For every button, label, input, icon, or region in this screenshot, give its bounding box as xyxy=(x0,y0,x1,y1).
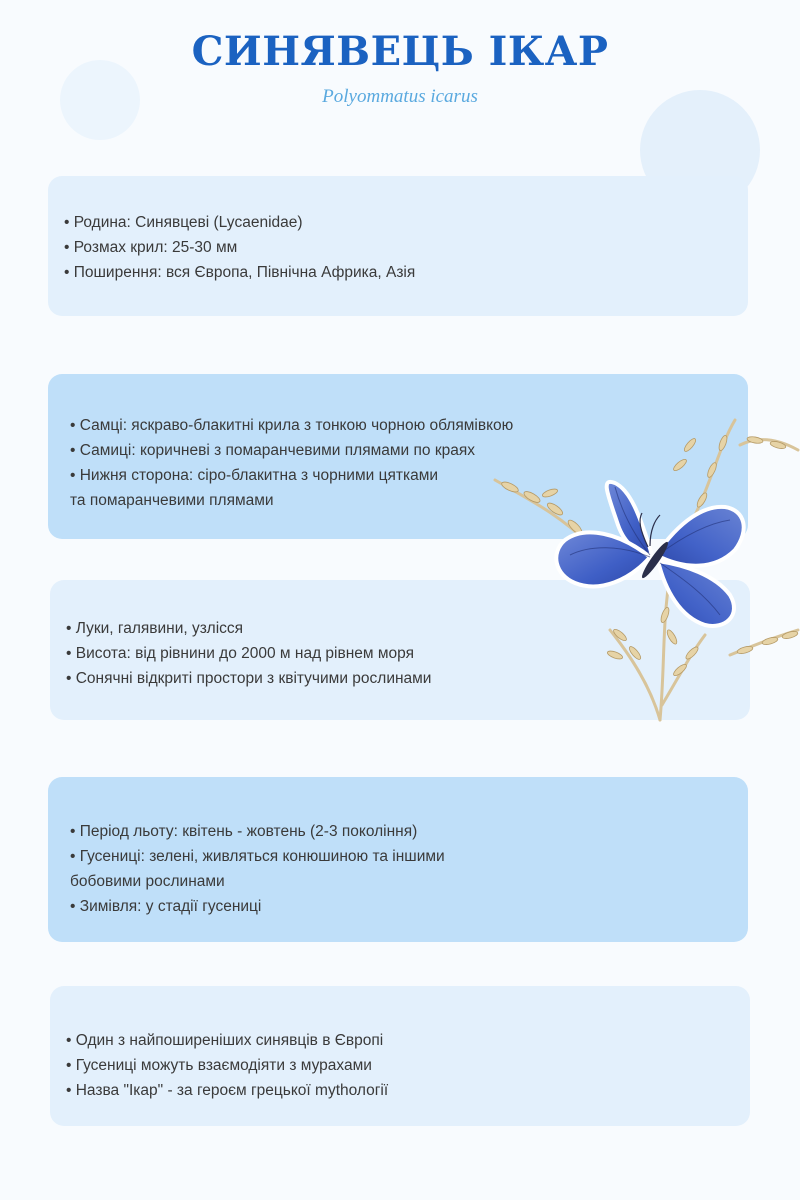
card-line: • Сонячні відкриті простори з квітучими рослинами xyxy=(66,670,432,687)
card-line: • Зимівля: у стадії гусениці xyxy=(70,898,262,915)
card-line: • Назва "Ікар" - за героєм грецької mythології xyxy=(66,1082,389,1099)
butterfly-on-grass-icon xyxy=(480,405,800,725)
card-line: бобовими рослинами xyxy=(70,873,225,890)
card-line: • Самиці: коричневі з помаранчевими плямами по краях xyxy=(70,442,475,459)
card-line: • Поширення: вся Європа, Північна Африка, Азія xyxy=(64,264,416,281)
page-subtitle: Polyommatus icarus xyxy=(322,86,478,107)
info-card-general xyxy=(48,176,748,316)
card-line: • Один з найпоширеніших синявців в Європі xyxy=(66,1032,384,1049)
card-line: • Розмах крил: 25-30 мм xyxy=(64,239,238,256)
card-line: • Родина: Синявцеві (Lycaenidae) xyxy=(64,214,303,231)
page-title: СИНЯВЕЦЬ ІКАР xyxy=(191,28,609,75)
card-line: • Гусениці можуть взаємодіяти з мурахами xyxy=(66,1057,372,1074)
card-line: • Період льоту: квітень - жовтень (2-3 покоління) xyxy=(70,823,418,840)
card-line: • Гусениці: зелені, живляться конюшиною та іншими xyxy=(70,848,445,865)
info-card-lifecycle xyxy=(48,777,748,942)
card-line: та помаранчевими плямами xyxy=(70,492,274,509)
card-line: • Висота: від рівнини до 2000 м над рівнем моря xyxy=(66,645,414,662)
card-line: • Нижня сторона: сіро-блакитна з чорними цятками xyxy=(70,467,439,484)
info-card-facts xyxy=(50,986,750,1126)
card-line: • Самці: яскраво-блакитні крила з тонкою чорною облямівкою xyxy=(70,417,514,434)
card-line: • Луки, галявини, узлісся xyxy=(66,620,244,637)
